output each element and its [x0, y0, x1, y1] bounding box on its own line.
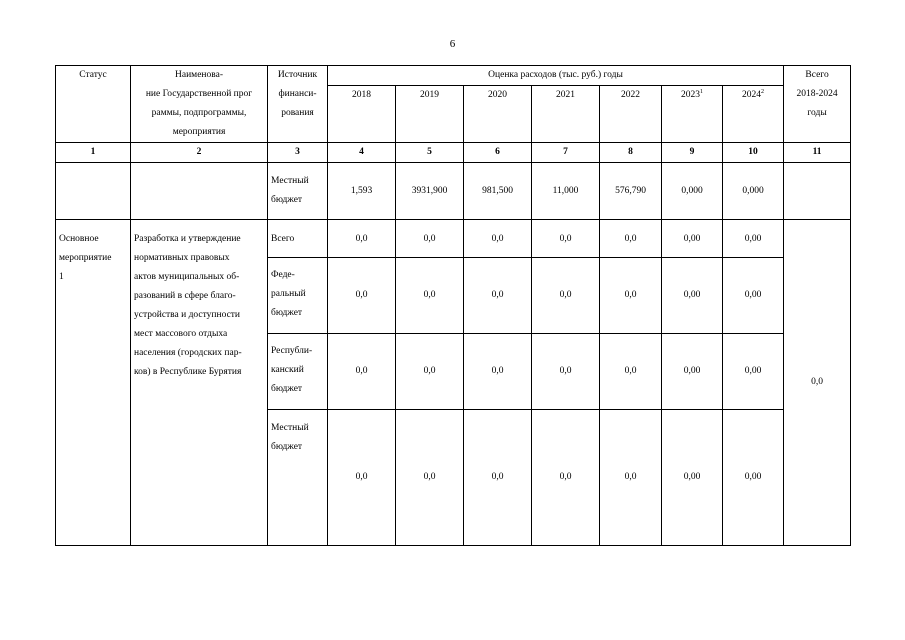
source-line: Местный	[271, 176, 309, 186]
column-number: 7	[532, 143, 600, 163]
header-year: 2019	[396, 86, 464, 143]
header-name-line: мероприятия	[172, 127, 226, 137]
value-cell: 1,593	[328, 163, 396, 220]
value-cell: 0,00	[662, 220, 723, 258]
value-cell: 0,00	[662, 258, 723, 334]
value-cell: 0,0	[396, 410, 464, 546]
column-number: 3	[268, 143, 328, 163]
column-number: 9	[662, 143, 723, 163]
footnote-mark: 2	[761, 88, 765, 95]
measure-status-line: мероприятие	[59, 253, 112, 263]
value-cell: 0,0	[532, 258, 600, 334]
status-cell	[56, 163, 131, 220]
value-cell: 0,0	[600, 410, 662, 546]
value-cell: 0,0	[464, 410, 532, 546]
source-cell	[268, 410, 328, 546]
measure-name-line: населения (городских пар-	[134, 348, 242, 358]
header-year-text: 2024	[742, 90, 762, 100]
budget-table	[55, 65, 851, 546]
value-cell: 0,0	[328, 258, 396, 334]
value-cell: 0,0	[532, 220, 600, 258]
header-name-line: ние Государственной прог	[145, 89, 253, 99]
value-cell: 0,0	[328, 410, 396, 546]
measure-name-line: мест массового отдыха	[134, 329, 228, 339]
column-number: 1	[56, 143, 131, 163]
measure-name-line: ков) в Республике Бурятия	[134, 367, 242, 377]
column-number: 2	[131, 143, 268, 163]
table-row	[56, 163, 851, 220]
header-total-line: 2018-2024	[796, 89, 838, 99]
header-source-line: Источник	[277, 70, 318, 80]
column-number: 4	[328, 143, 396, 163]
measure-name-line: разований в сфере благо-	[134, 291, 236, 301]
source-line: бюджет	[271, 442, 303, 452]
value-cell: 0,0	[396, 220, 464, 258]
measure-name-line: актов муниципальных об-	[134, 272, 240, 282]
value-cell: 0,00	[662, 410, 723, 546]
measure-name-line: Разработка и утверждение	[134, 234, 241, 244]
source-cell	[268, 163, 328, 220]
footnote-mark: 1	[700, 88, 703, 95]
measure-status-line: Основное	[59, 234, 99, 244]
value-cell: 0,0	[600, 258, 662, 334]
header-total-line: Всего	[805, 70, 829, 80]
source-line: Местный	[271, 423, 309, 433]
value-cell: 981,500	[464, 163, 532, 220]
name-cell	[131, 163, 268, 220]
column-number: 11	[784, 143, 851, 163]
column-number: 5	[396, 143, 464, 163]
value-cell: 0,0	[532, 334, 600, 410]
header-source	[268, 66, 328, 143]
value-cell: 576,790	[600, 163, 662, 220]
measure-status-line: 1	[59, 272, 64, 282]
header-name-line: раммы, подпрограммы,	[151, 108, 247, 118]
source-line: бюджет	[271, 308, 303, 318]
header-name	[131, 66, 268, 143]
value-cell: 0,0	[464, 220, 532, 258]
header-year: 2020	[464, 86, 532, 143]
total-cell	[784, 163, 851, 220]
measure-name	[131, 220, 268, 546]
header-name-line: Наименова-	[175, 70, 223, 80]
column-number: 8	[600, 143, 662, 163]
value-cell: 0,0	[396, 334, 464, 410]
header-year	[723, 86, 784, 143]
measure-status	[56, 220, 131, 546]
source-line: канский	[271, 365, 304, 375]
value-cell: 0,00	[723, 220, 784, 258]
value-cell: 3931,900	[396, 163, 464, 220]
measure-total: 0,0	[784, 220, 851, 546]
table-row	[56, 220, 851, 258]
source-line: ральный	[271, 289, 306, 299]
value-cell: 0,00	[723, 258, 784, 334]
source-cell	[268, 258, 328, 334]
source-cell	[268, 334, 328, 410]
header-year	[662, 86, 723, 143]
header-expenses: Оценка расходов (тыс. руб.) годы	[328, 66, 784, 86]
value-cell: 0,0	[600, 220, 662, 258]
source-line: бюджет	[271, 195, 303, 205]
header-year-text: 2023	[681, 90, 700, 100]
value-cell: 0,0	[532, 410, 600, 546]
measure-name-line: устройства и доступности	[134, 310, 241, 320]
column-number: 6	[464, 143, 532, 163]
page-number: 6	[449, 38, 456, 50]
header-total-line: годы	[807, 108, 827, 118]
value-cell: 0,0	[464, 258, 532, 334]
header-year: 2018	[328, 86, 396, 143]
source-line: бюджет	[271, 384, 303, 394]
header-status: Статус	[56, 66, 131, 143]
value-cell: 0,000	[662, 163, 723, 220]
header-year: 2022	[600, 86, 662, 143]
value-cell: 0,00	[662, 334, 723, 410]
source-line: Феде-	[271, 270, 295, 280]
value-cell: 0,0	[328, 334, 396, 410]
value-cell: 0,0	[328, 220, 396, 258]
column-number: 10	[723, 143, 784, 163]
header-source-line: финанси-	[278, 89, 317, 99]
header-total	[784, 66, 851, 143]
header-source-line: рования	[281, 108, 314, 118]
measure-name-line: нормативных правовых	[134, 253, 230, 263]
source-line: Республи-	[271, 346, 313, 356]
value-cell: 0,0	[464, 334, 532, 410]
value-cell: 0,00	[723, 334, 784, 410]
source-cell: Всего	[268, 220, 328, 258]
value-cell: 0,00	[723, 410, 784, 546]
value-cell: 0,0	[600, 334, 662, 410]
header-year: 2021	[532, 86, 600, 143]
value-cell: 11,000	[532, 163, 600, 220]
value-cell: 0,000	[723, 163, 784, 220]
value-cell: 0,0	[396, 258, 464, 334]
